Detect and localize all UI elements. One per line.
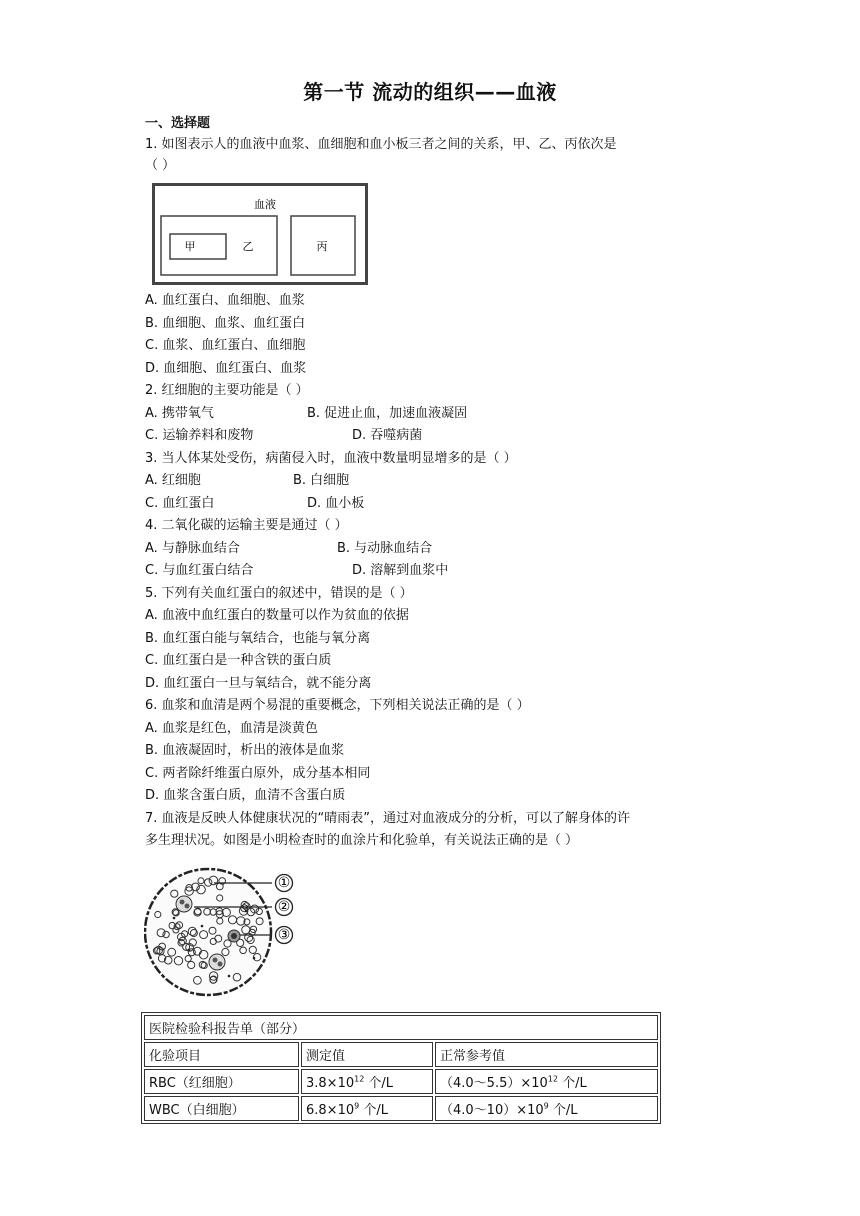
q1-option-a: A. 血红蛋白、血细胞、血浆 [145, 293, 305, 308]
q1-option-d: D. 血细胞、血红蛋白、血浆 [145, 361, 307, 376]
q2-stem: 2. 红细胞的主要功能是（ ） [145, 383, 309, 398]
q6-stem: 6. 血浆和血清是两个易混的重要概念，下列相关说法正确的是（ ） [145, 698, 530, 713]
q6-option-a: A. 血浆是红色，血清是淡黄色 [145, 721, 318, 736]
q2-option-c: C. 运输养料和废物 [145, 428, 254, 443]
q4-option-d: D. 溶解到血浆中 [352, 563, 449, 578]
page-title: 第一节 流动的组织——血液 [303, 80, 557, 104]
q3-option-b: B. 白细胞 [293, 473, 350, 488]
q1-stem-line2: （ ） [145, 158, 176, 173]
report-header-row [144, 1042, 658, 1067]
smear-label-2: ② [277, 899, 291, 915]
diagram-label-jia: 甲 [184, 240, 196, 253]
q2-option-a: A. 携带氧气 [145, 406, 214, 421]
q3-option-a: A. 红细胞 [145, 473, 201, 488]
q1-option-b: B. 血细胞、血浆、血红蛋白 [145, 316, 306, 331]
q3-option-d: D. 血小板 [307, 496, 365, 511]
header-reference: 正常参考值 [435, 1042, 658, 1067]
blood-composition-diagram [152, 183, 368, 285]
q4-option-c: C. 与血红蛋白结合 [145, 563, 254, 578]
smear-label-1: ① [277, 875, 291, 891]
diagram-label-bing: 丙 [316, 240, 328, 253]
white-blood-cell-2 [209, 954, 225, 970]
q1-stem-line1: 1. 如图表示人的血液中血浆、血细胞和血小板三者之间的关系，甲、乙、丙依次是 [145, 137, 617, 152]
white-blood-cell-3 [228, 930, 240, 942]
section-heading: 一、选择题 [145, 116, 211, 131]
table-row [144, 1069, 658, 1094]
q4-option-b: B. 与动脉血结合 [337, 541, 433, 556]
q3-stem: 3. 当人体某处受伤，病菌侵入时，血液中数量明显增多的是（ ） [145, 451, 517, 466]
wbc-value: $6.8\times 10^9$ 个/L [301, 1096, 433, 1121]
header-value: 测定值 [301, 1042, 433, 1067]
q4-stem: 4. 二氧化碳的运输主要是通过（ ） [145, 518, 348, 533]
diagram-label-yi: 乙 [242, 240, 254, 253]
rbc-reference: $(4.0\sim 5.5)\times 10^{12}$ 个/L [435, 1069, 658, 1094]
white-blood-cell-1 [176, 896, 192, 912]
report-title-row [144, 1015, 658, 1040]
q5-option-a: A. 血液中血红蛋白的数量可以作为贫血的依据 [145, 608, 409, 623]
q7-stem-line2: 多生理状况。如图是小明检查时的血涂片和化验单，有关说法正确的是（ ） [145, 833, 579, 848]
lab-report-table [141, 1012, 661, 1124]
rbc-item: RBC（红细胞） [144, 1069, 299, 1094]
header-item: 化验项目 [144, 1042, 299, 1067]
q6-option-b: B. 血液凝固时，析出的液体是血浆 [145, 743, 345, 758]
smear-label-3: ③ [277, 927, 291, 943]
q1-option-c: C. 血浆、血红蛋白、血细胞 [145, 338, 306, 353]
rbc-value: $3.8\times 10^{12}$ 个/L [301, 1069, 433, 1094]
q6-option-c: C. 两者除纤维蛋白原外，成分基本相同 [145, 766, 371, 781]
q5-stem: 5. 下列有关血红蛋白的叙述中，错误的是（ ） [145, 586, 413, 601]
wbc-item: WBC（白细胞） [144, 1096, 299, 1121]
q6-option-d: D. 血浆含蛋白质，血清不含蛋白质 [145, 788, 346, 803]
wbc-reference: $(4.0\sim 10)\times 10^9$ 个/L [435, 1096, 658, 1121]
q4-option-a: A. 与静脉血结合 [145, 541, 240, 556]
q5-option-d: D. 血红蛋白一旦与氧结合，就不能分离 [145, 676, 372, 691]
q5-option-b: B. 血红蛋白能与氧结合，也能与氧分离 [145, 631, 371, 646]
table-row [144, 1096, 658, 1121]
q5-option-c: C. 血红蛋白是一种含铁的蛋白质 [145, 653, 332, 668]
blood-smear-figure [144, 866, 314, 998]
report-title: 医院检验科报告单（部分） [144, 1015, 658, 1040]
diagram-label-blood: 血液 [254, 198, 276, 211]
q2-option-d: D. 吞噬病菌 [352, 428, 423, 443]
q7-stem-line1: 7. 血液是反映人体健康状况的“晴雨表”，通过对血液成分的分析，可以了解身体的许 [145, 811, 631, 826]
q3-option-c: C. 血红蛋白 [145, 496, 215, 511]
q2-option-b: B. 促进止血，加速血液凝固 [307, 406, 468, 421]
